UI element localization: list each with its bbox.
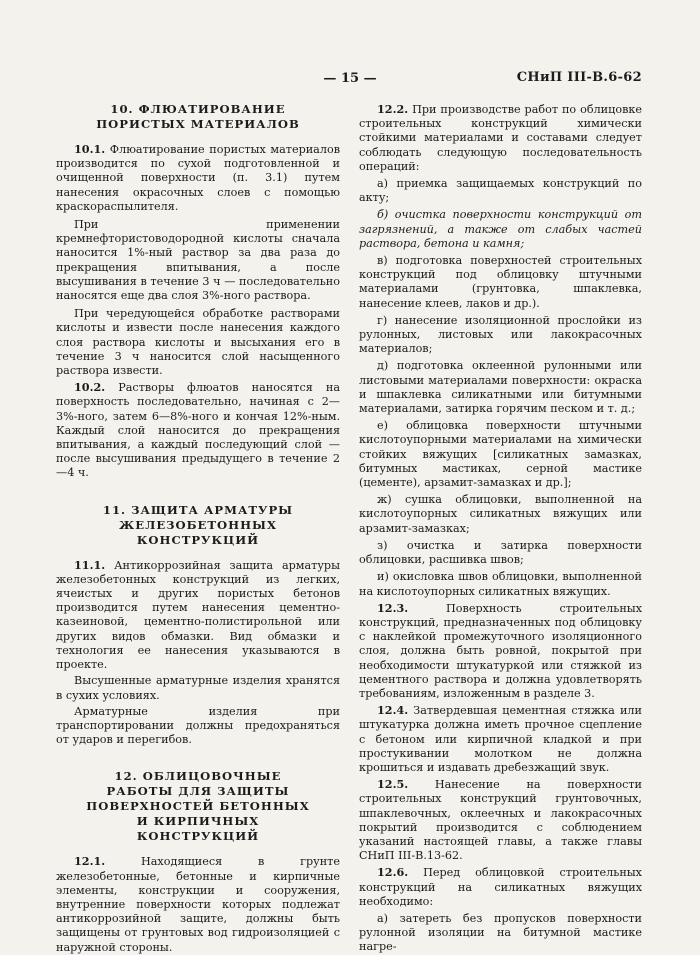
list-item-12-6-a: а) затереть без пропусков поверхности рулонной изоляции на битумной мастике нагре-: [359, 911, 642, 954]
clause-text: Перед облицовкой строительных конструкций на силикатных вяжущих необходимо:: [359, 866, 642, 908]
document-code: СНиП III-В.6-62: [516, 70, 642, 85]
paragraph-10-1-2: При применении кремнефтористоводородной кислоты сначала наносится 1%-ный раствор за два раза до прекращения впитывания, а после высушивания в течение 3 ч — последовательно наносятся еще два слоя 3%-ного раствора.: [56, 218, 340, 303]
clause-number: 12.5.: [377, 777, 409, 792]
paragraph-10-2: [56, 380, 340, 480]
paragraph-10-1: [56, 142, 340, 214]
clause-number: 12.4.: [377, 703, 409, 718]
clause-number: 12.1.: [74, 854, 106, 869]
clause-number: 12.2.: [377, 102, 409, 116]
paragraph-12-3: [359, 601, 642, 701]
paragraph-11-1: [56, 558, 340, 673]
list-item-b: б) очистка поверхности конструкций от загрязнений, а также от слабых частей раствора, бетона и камня;: [359, 208, 642, 250]
paragraph-12-5: [359, 777, 642, 863]
clause-text: Антикоррозийная защита арматуры железобетонных конструкций из легких, ячеистых и других пористых бетонов производится путем нанесения цементно-казеиновой, цементно-полистирольной или других видов обмазки. Вид обмазки и технология ее нанесения указываются в проекте.: [56, 558, 340, 672]
clause-text: Нанесение на поверхности строительных конструкций грунтовочных, шпаклевочных, оклеечных и лакокрасочных покрытий производится с соблюдением указаний настоящей главы, а также главы СНиП III-В.13-62.: [359, 778, 642, 863]
clause-number: 12.6.: [377, 865, 409, 880]
list-item-g: г) нанесение изоляционной прослойки из рулонных, листовых или лакокрасочных материалов;: [359, 313, 642, 356]
clause-number: 11.1.: [74, 557, 106, 572]
clause-text: При производстве работ по облицовке строительных конструкций химически стойкими материалами и составами следует соблюдать следующую последовательность операций:: [359, 103, 642, 173]
clause-text: Затвердевшая цементная стяжка или штукатурка должна иметь прочное сцепление с бетоном или кирпичной кладкой и при простукивании молотком не должна крошиться и издавать дребезжащий звук.: [359, 704, 642, 774]
right-column: [359, 102, 642, 955]
paragraph-11-1-3: Арматурные изделия при транспортировании должны предохраняться от ударов и перегибов.: [56, 704, 340, 747]
paragraph-12-6: [359, 865, 642, 909]
paragraph-12-4: [359, 703, 642, 775]
clause-number: 10.2.: [74, 380, 106, 395]
section-10-title: 10. ФЛЮАТИРОВАНИЕ ПОРИСТЫХ МАТЕРИАЛОВ: [96, 102, 300, 131]
page-number: — 15 —: [323, 71, 377, 86]
paragraph-10-1-3: При чередующейся обработке растворами кислоты и извести после нанесения каждого слоя раствора кислоты и высыхания его в течение 3 ч наносится слой насыщенного раствора извести.: [56, 307, 340, 378]
clause-number: 10.1.: [74, 142, 106, 156]
paragraph-12-1: [56, 854, 340, 954]
clause-text: Флюатирование пористых материалов производится по сухой подготовленной и очищенной поверхности (п. 3.1) путем нанесения окрасочных слоев с помощью краскораспылителя.: [56, 143, 340, 213]
list-item-z: з) очистка и затирка поверхности облицовки, расшивка швов;: [359, 538, 642, 567]
list-item-zh: ж) сушка облицовки, выполненной на кислотоупорных силикатных вяжущих или арзамит-замазках;: [359, 493, 642, 535]
left-column: [56, 102, 340, 955]
list-item-v: в) подготовка поверхностей строительных конструкций под облицовку штучными материалами (грунтовка, шпаклевка, нанесение клеев, лаков и др.).: [359, 254, 642, 310]
list-item-e: е) облицовка поверхности штучными кислотоупорными материалами на химически стойких вяжущих [силикатных замазках, битумных мастиках, серной мастике (цементе), арзамит-замазках и др.];: [359, 419, 642, 490]
section-12-title: 12. ОБЛИЦОВОЧНЫЕ РАБОТЫ ДЛЯ ЗАЩИТЫ ПОВЕРХНОСТЕЙ БЕТОННЫХ И КИРПИЧНЫХ КОНСТРУКЦИЙ: [86, 769, 310, 844]
list-item-d: д) подготовка оклеенной рулонными или листовыми материалами поверхности: окраска и шпаклевка силикатными или битумными материалами, затирка горячим песком и т. д.;: [359, 359, 642, 416]
list-item-a: а) приемка защищаемых конструкций по акту;: [359, 177, 642, 205]
clause-number: 12.3.: [377, 600, 409, 615]
section-11-title: 11. ЗАЩИТА АРМАТУРЫ ЖЕЛЕЗОБЕТОННЫХ КОНСТРУКЦИЙ: [102, 502, 294, 547]
clause-text: Поверхность строительных конструкций, предназначенных под облицовку с наклейкой промежуточного изоляционного слоя, должна быть ровной, покрытой при необходимости штукатуркой или стяжкой из цементного раствора и должна удовлетворять требованиям, изложенным в разделе 3.: [359, 601, 642, 700]
paragraph-11-1-2: Высушенные арматурные изделия хранятся в сухих условиях.: [56, 674, 340, 702]
list-item-i: и) окисловка швов облицовки, выполненной на кислотоупорных силикатных вяжущих.: [359, 570, 642, 598]
clause-text: Находящиеся в грунте железобетонные, бетонные и кирпичные элементы, конструкции и сооружения, внутренние поверхности которых подлежат антикоррозийной защите, должны быть защищены от грунтовых вод гидроизоляцией с наружной стороны.: [56, 855, 340, 954]
paragraph-12-2: [359, 102, 642, 174]
clause-text: Растворы флюатов наносятся на поверхность последовательно, начиная с 2—3%-ного, затем 6—8%-ного и кончая 12%-ным. Каждый слой наносится до прекращения впитывания, а каждый последующий слой — после высушивания предыдущего в течение 2—4 ч.: [56, 381, 340, 480]
